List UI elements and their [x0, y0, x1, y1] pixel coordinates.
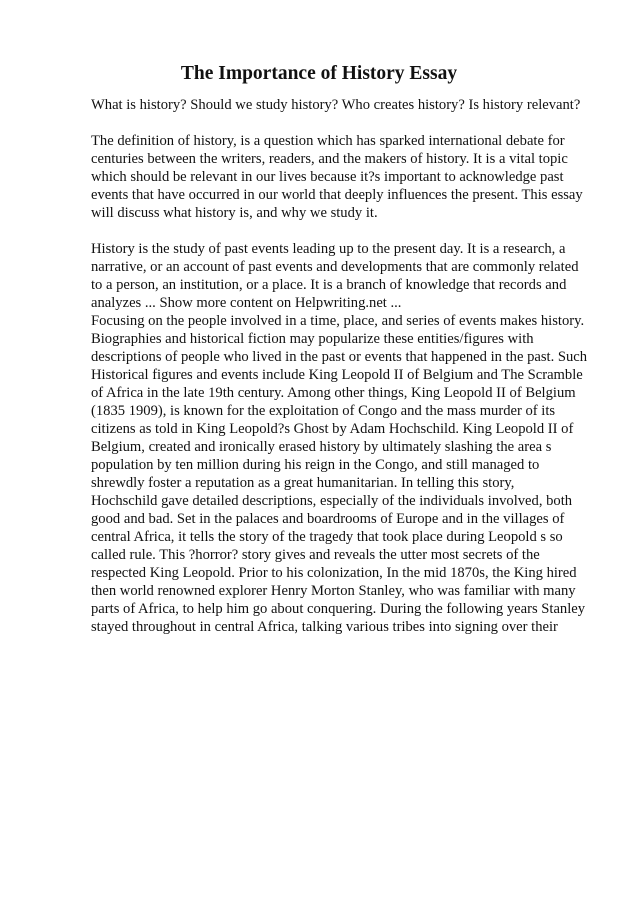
paragraph-line: population by ten million during his reign in the Congo, and still managed to — [91, 457, 540, 473]
paragraph-line: centuries between the writers, readers, and the makers of history. It is a vital topic — [91, 151, 568, 167]
paragraph-line: will discuss what history is, and why we study it. — [91, 205, 378, 221]
paragraph-line: descriptions of people who lived in the past or events that happened in the past. Such — [91, 349, 588, 365]
paragraph-line: good and bad. Set in the palaces and boardrooms of Europe and in the villages of — [91, 511, 565, 527]
paragraph-line: to a person, an institution, or a place. It is a branch of knowledge that records and — [91, 277, 567, 293]
paragraph-line: shrewdly foster a reputation as a great humanitarian. In telling this story, — [91, 475, 515, 491]
intro-questions: What is history? Should we study history? Who creates history? Is history relevant? — [91, 97, 581, 113]
paragraph-line: Belgium, created and ironically erased history by ultimately slashing the area s — [91, 439, 552, 455]
paragraph-line: (1835 1909), is known for the exploitation of Congo and the mass murder of its — [91, 403, 556, 419]
paragraph-line: events that have occurred in our world that deeply influences the present. This essay — [91, 187, 583, 203]
paragraph-line: narrative, or an account of past events and developments that are commonly related — [91, 259, 579, 275]
paragraph-line: stayed throughout in central Africa, talking various tribes into signing over their — [91, 619, 558, 635]
paragraph-line: Focusing on the people involved in a time, place, and series of events makes history. — [91, 313, 585, 329]
paragraph-line: respected King Leopold. Prior to his colonization, In the mid 1870s, the King hired — [91, 565, 577, 581]
document-title: The Importance of History Essay — [180, 63, 458, 84]
paragraph-line: citizens as told in King Leopold?s Ghost by Adam Hochschild. King Leopold II of — [91, 421, 574, 437]
paragraph-line: Hochschild gave detailed descriptions, especially of the individuals involved, both — [91, 493, 573, 509]
paragraph-line: analyzes ... Show more content on Helpwriting.net ... — [91, 295, 402, 311]
paragraph-line: of Africa in the late 19th century. Among other things, King Leopold II of Belgium — [91, 385, 576, 401]
paragraph-line: parts of Africa, to help him go about conquering. During the following years Stanley — [91, 601, 586, 617]
paragraph-line: which should be relevant in our lives because it?s important to acknowledge past — [91, 169, 564, 185]
paragraph-line: called rule. This ?horror? story gives and reveals the utter most secrets of the — [91, 547, 540, 563]
paragraph-line: Historical figures and events include King Leopold II of Belgium and The Scramble — [91, 367, 583, 383]
paragraph-line: Biographies and historical fiction may popularize these entities/figures with — [91, 331, 534, 347]
paragraph-line: The definition of history, is a question which has sparked international debate for — [91, 133, 565, 149]
paragraph-line: History is the study of past events leading up to the present day. It is a research, a — [91, 241, 566, 257]
paragraph-line: central Africa, it tells the story of the tragedy that took place during Leopold s so — [91, 529, 563, 545]
paragraph-line: then world renowned explorer Henry Morton Stanley, who was familiar with many — [91, 583, 576, 599]
